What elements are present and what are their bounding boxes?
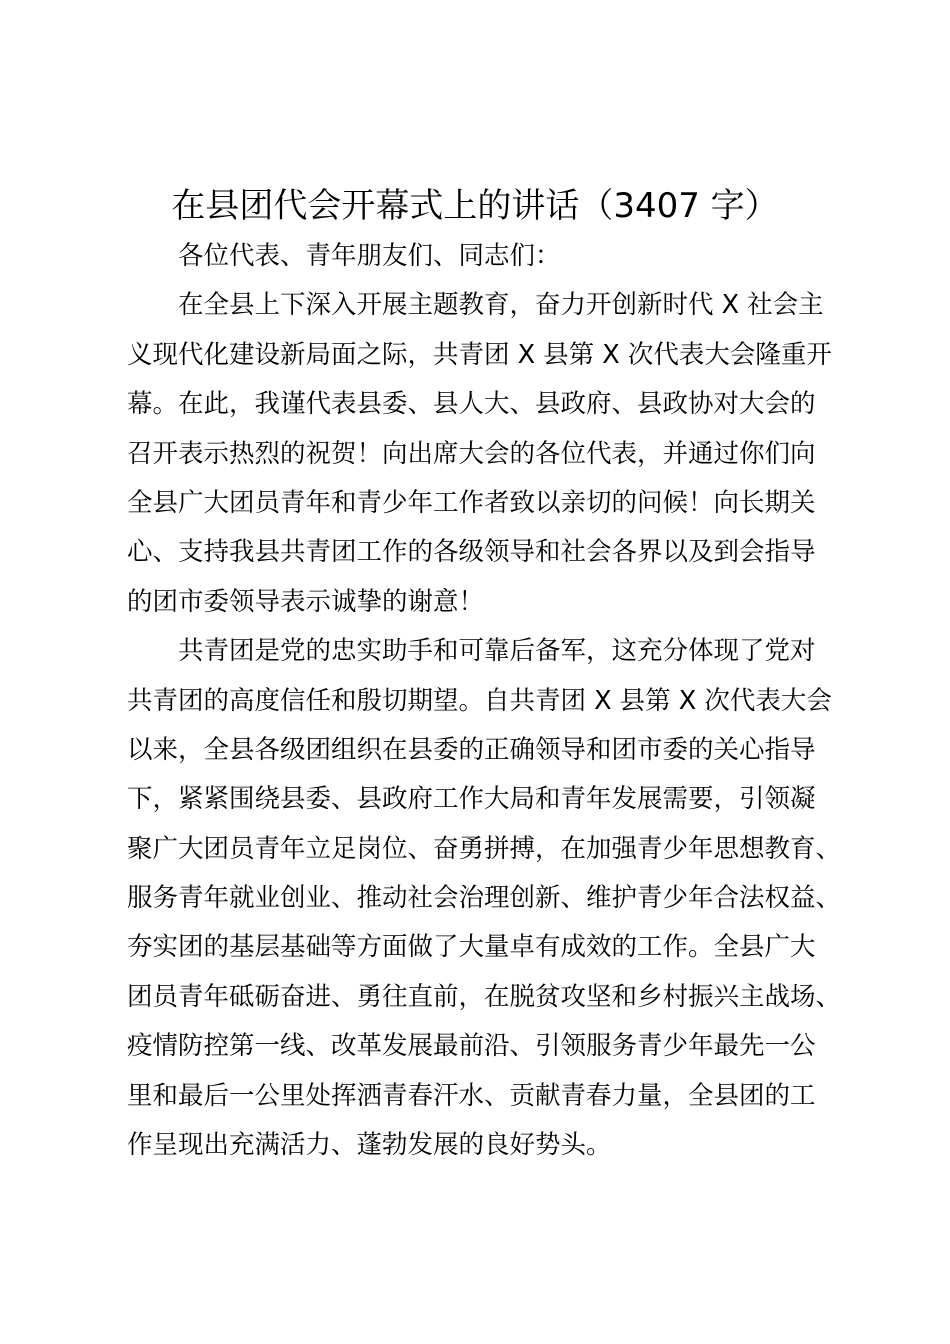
paragraph-line xyxy=(127,1170,837,1219)
paragraph-line: 共青团的高度信任和殷切期望。自共青团 X 县第 X 次代表大会 xyxy=(127,685,832,716)
paragraph-1 xyxy=(127,281,837,627)
paragraph-line: 义现代化建设新局面之际，共青团 X 县第 X 次代表大会隆重开 xyxy=(127,339,832,370)
paragraph-line: 疫情防控第一线、改革发展最前沿、引领服务青少年最先一公 xyxy=(127,1031,816,1062)
paragraph-line: 在全县上下深入开展主题教育，奋力开创新时代 X 社会主 xyxy=(178,290,824,321)
paragraph-line: 共青团是党的忠实助手和可靠后备军，这充分体现了党对 xyxy=(178,636,816,667)
paragraph-line: 夯实团的基层基础等方面做了大量卓有成效的工作。全县广大 xyxy=(127,932,816,963)
paragraph-line: 下，紧紧围绕县委、县政府工作大局和青年发展需要，引领凝 xyxy=(127,784,816,815)
document-title: 在县团代会开幕式上的讲话（3407 字） xyxy=(171,186,779,226)
paragraph-line: 作呈现出充满活力、蓬勃发展的良好势头。 xyxy=(127,1130,612,1161)
paragraph-line: 聚广大团员青年立足岗位、奋勇拼搏，在加强青少年思想教育、 xyxy=(127,833,842,864)
paragraph-2 xyxy=(127,627,842,1220)
paragraph-line: 服务青年就业创业、推动社会治理创新、维护青少年合法权益、 xyxy=(127,883,842,914)
paragraph-line: 以来，全县各级团组织在县委的正确领导和团市委的关心指导 xyxy=(127,734,816,765)
paragraph-line: 团员青年砥砺奋进、勇往直前，在脱贫攻坚和乡村振兴主战场、 xyxy=(127,981,842,1012)
document-body xyxy=(127,232,842,1220)
paragraph-line: 心、支持我县共青团工作的各级领导和社会各界以及到会指导 xyxy=(127,537,816,568)
paragraph-line: 幕。在此，我谨代表县委、县人大、县政府、县政协对大会的 xyxy=(127,389,816,420)
salutation: 各位代表、青年朋友们、同志们： xyxy=(178,241,561,271)
paragraph-line: 全县广大团员青年和青少年工作者致以亲切的问候！向长期关 xyxy=(127,487,816,518)
paragraph-line: 的团市委领导表示诚挚的谢意！ xyxy=(127,586,485,617)
paragraph-line: 召开表示热烈的祝贺！向出席大会的各位代表，并通过你们向 xyxy=(127,438,816,469)
paragraph-line: 里和最后一公里处挥洒青春汗水、贡献青春力量，全县团的工 xyxy=(127,1080,816,1111)
